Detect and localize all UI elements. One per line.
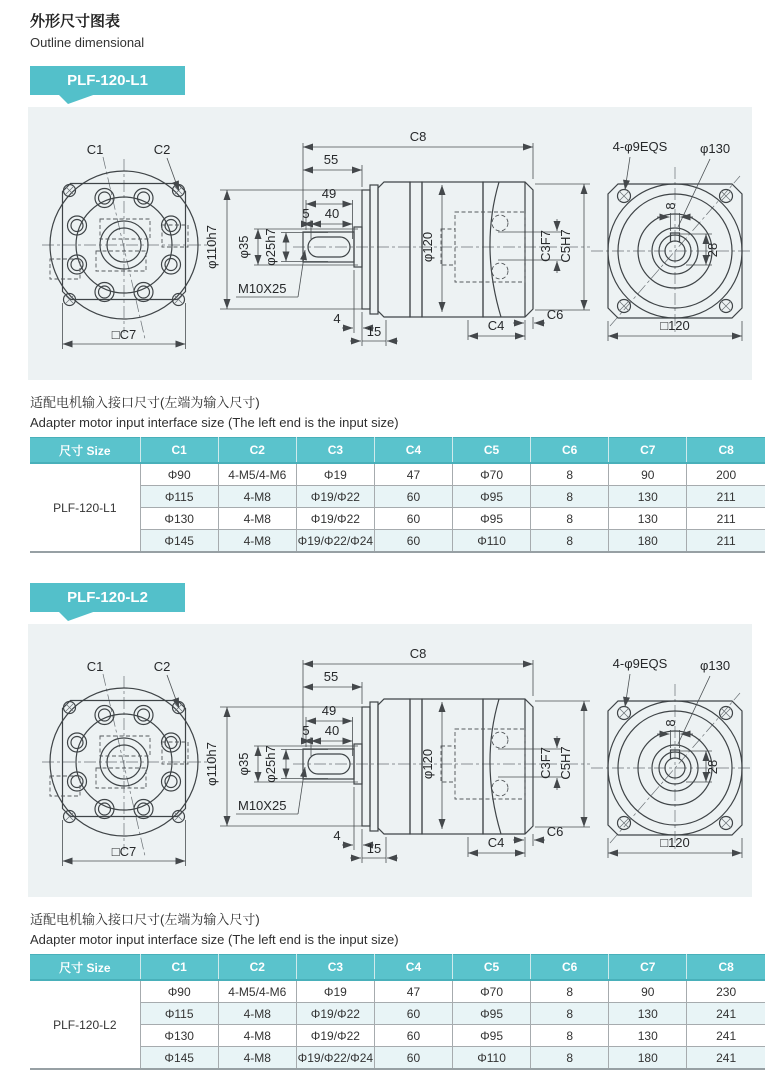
label-c6: C6 — [546, 307, 564, 322]
cell: 4-M8 — [218, 1025, 296, 1047]
label-phi35: φ35 — [236, 752, 251, 776]
cell: Φ19/Φ22 — [296, 486, 374, 508]
cell: Φ95 — [453, 1025, 531, 1047]
label-4-phi9eqs: 4-φ9EQS — [612, 656, 668, 671]
col-header-c4: C4 — [374, 955, 452, 981]
cell: 60 — [374, 486, 452, 508]
label-28: 28 — [705, 759, 720, 775]
cell: 241 — [687, 1025, 765, 1047]
table-row — [30, 463, 765, 486]
model-badge-l2: PLF-120-L2 — [30, 583, 185, 612]
label-4: 4 — [333, 828, 341, 843]
page-title: 外形尺寸图表 — [30, 13, 121, 30]
label-phi25h7: φ25h7 — [263, 228, 278, 266]
cell: Φ70 — [453, 980, 531, 1003]
col-header-c3: C3 — [296, 955, 374, 981]
front-view — [42, 142, 364, 349]
label-4-phi9eqs: 4-φ9EQS — [612, 139, 668, 154]
label-phi120: φ120 — [420, 748, 435, 780]
label-phi130: φ130 — [699, 658, 731, 673]
label-c5h7: C5H7 — [558, 746, 573, 780]
rear-view — [591, 656, 752, 858]
cell: 90 — [609, 980, 687, 1003]
col-header-c2: C2 — [218, 438, 296, 464]
cell: 211 — [687, 508, 765, 530]
label-c6: C6 — [546, 824, 564, 839]
cell: Φ19/Φ22 — [296, 508, 374, 530]
cell: 90 — [609, 463, 687, 486]
cell: 4-M5/4-M6 — [218, 463, 296, 486]
table-row — [30, 508, 765, 530]
col-header-c2: C2 — [218, 955, 296, 981]
label-4: 4 — [333, 311, 341, 326]
label-c3f7: C3F7 — [538, 230, 553, 262]
label-c8: C8 — [409, 646, 427, 661]
label-c7: □C7 — [111, 844, 137, 859]
label-28: 28 — [705, 242, 720, 258]
col-header-c4: C4 — [374, 438, 452, 464]
cell: Φ90 — [140, 980, 218, 1003]
outline-drawing — [28, 624, 752, 897]
table-row — [30, 980, 765, 1003]
label-55: 55 — [323, 152, 339, 167]
cell: 241 — [687, 1003, 765, 1025]
label-8: 8 — [663, 202, 678, 210]
cell: 130 — [609, 486, 687, 508]
cell: 8 — [531, 980, 609, 1003]
label-49: 49 — [321, 186, 337, 201]
cell: 200 — [687, 463, 765, 486]
col-header-c1: C1 — [140, 438, 218, 464]
label-c2: C2 — [153, 142, 171, 157]
col-header-c6: C6 — [531, 955, 609, 981]
cell: 8 — [531, 530, 609, 553]
model-badge-l1: PLF-120-L1 — [30, 66, 185, 95]
cell: Φ19 — [296, 980, 374, 1003]
caption-zh: 适配电机输入接口尺寸(左端为输入尺寸) — [30, 912, 260, 927]
model-name-cell: PLF-120-L2 — [30, 980, 140, 1069]
label-55: 55 — [323, 669, 339, 684]
col-header-size: 尺寸 Size — [30, 955, 140, 981]
label-c8: C8 — [409, 129, 427, 144]
label-15: 15 — [366, 324, 382, 339]
label-5: 5 — [302, 723, 310, 738]
drawing-panel-l2 — [28, 624, 752, 897]
label-m10x25: M10X25 — [238, 798, 287, 813]
label-c4: C4 — [487, 318, 505, 333]
col-header-size: 尺寸 Size — [30, 438, 140, 464]
col-header-c8: C8 — [687, 438, 765, 464]
cell: 4-M8 — [218, 486, 296, 508]
outline-drawing — [28, 107, 752, 380]
side-view — [236, 129, 590, 346]
label-c1: C1 — [86, 659, 104, 674]
col-header-c7: C7 — [609, 955, 687, 981]
page-subtitle: Outline dimensional — [30, 35, 145, 50]
cell: 241 — [687, 1047, 765, 1070]
table-row — [30, 486, 765, 508]
label-49: 49 — [321, 703, 337, 718]
label-40: 40 — [324, 206, 340, 221]
cell: Φ95 — [453, 486, 531, 508]
table-row — [30, 1003, 765, 1025]
cell: Φ145 — [140, 1047, 218, 1070]
cell: 130 — [609, 1025, 687, 1047]
table-row — [30, 530, 765, 553]
label-5: 5 — [302, 206, 310, 221]
cell: Φ90 — [140, 463, 218, 486]
cell: Φ95 — [453, 508, 531, 530]
cell: Φ19/Φ22 — [296, 1025, 374, 1047]
label-c5h7: C5H7 — [558, 229, 573, 263]
cell: Φ110 — [453, 530, 531, 553]
drawing-panel-l1 — [28, 107, 752, 380]
cell: Φ130 — [140, 1025, 218, 1047]
label-phi110h7: φ110h7 — [204, 742, 219, 786]
label-40: 40 — [324, 723, 340, 738]
label-phi110h7: φ110h7 — [204, 225, 219, 269]
cell: 4-M8 — [218, 530, 296, 553]
cell: 60 — [374, 530, 452, 553]
col-header-c5: C5 — [453, 438, 531, 464]
label-phi130: φ130 — [699, 141, 731, 156]
cell: 8 — [531, 1047, 609, 1070]
table-row — [30, 1025, 765, 1047]
cell: Φ95 — [453, 1003, 531, 1025]
cell: Φ115 — [140, 1003, 218, 1025]
label-c2: C2 — [153, 659, 171, 674]
size-table-l1 — [30, 437, 765, 553]
cell: 211 — [687, 486, 765, 508]
cell: 47 — [374, 980, 452, 1003]
cell: 8 — [531, 1025, 609, 1047]
cell: Φ19/Φ22/Φ24 — [296, 530, 374, 553]
cell: 8 — [531, 508, 609, 530]
cell: 60 — [374, 1047, 452, 1070]
label-c3f7: C3F7 — [538, 747, 553, 779]
caption-zh: 适配电机输入接口尺寸(左端为输入尺寸) — [30, 395, 260, 410]
section-plf-120-l2 — [30, 583, 765, 1070]
section-plf-120-l1 — [30, 66, 765, 553]
cell: 4-M8 — [218, 1047, 296, 1070]
cell: Φ130 — [140, 508, 218, 530]
label-15: 15 — [366, 841, 382, 856]
label-phi120: φ120 — [420, 231, 435, 263]
table-header-row — [30, 955, 765, 981]
front-view — [42, 659, 364, 866]
col-header-c1: C1 — [140, 955, 218, 981]
col-header-c8: C8 — [687, 955, 765, 981]
cell: 60 — [374, 508, 452, 530]
table-row — [30, 1047, 765, 1070]
col-header-c3: C3 — [296, 438, 374, 464]
label-m10x25: M10X25 — [238, 281, 287, 296]
label-c7: □C7 — [111, 327, 137, 342]
label-c4: C4 — [487, 835, 505, 850]
cell: Φ115 — [140, 486, 218, 508]
col-header-c7: C7 — [609, 438, 687, 464]
model-name-cell: PLF-120-L1 — [30, 463, 140, 552]
label-sq120: □120 — [660, 318, 690, 333]
caption-en: Adapter motor input interface size (The left end is the input size) — [30, 932, 399, 947]
cell: 130 — [609, 508, 687, 530]
size-table-l2 — [30, 954, 765, 1070]
cell: 47 — [374, 463, 452, 486]
label-phi35: φ35 — [236, 235, 251, 259]
cell: Φ110 — [453, 1047, 531, 1070]
cell: 8 — [531, 486, 609, 508]
cell: 60 — [374, 1025, 452, 1047]
cell: 211 — [687, 530, 765, 553]
col-header-c5: C5 — [453, 955, 531, 981]
col-header-c6: C6 — [531, 438, 609, 464]
cell: Φ19/Φ22 — [296, 1003, 374, 1025]
cell: 130 — [609, 1003, 687, 1025]
cell: 4-M5/4-M6 — [218, 980, 296, 1003]
table-header-row — [30, 438, 765, 464]
cell: 4-M8 — [218, 1003, 296, 1025]
cell: Φ19/Φ22/Φ24 — [296, 1047, 374, 1070]
cell: 4-M8 — [218, 508, 296, 530]
cell: Φ19 — [296, 463, 374, 486]
cell: 180 — [609, 1047, 687, 1070]
rear-view — [591, 139, 752, 341]
label-8: 8 — [663, 719, 678, 727]
label-phi25h7: φ25h7 — [263, 745, 278, 783]
label-c1: C1 — [86, 142, 104, 157]
cell: 8 — [531, 1003, 609, 1025]
label-sq120: □120 — [660, 835, 690, 850]
cell: 60 — [374, 1003, 452, 1025]
side-view — [236, 646, 590, 863]
cell: Φ145 — [140, 530, 218, 553]
cell: 8 — [531, 463, 609, 486]
cell: 230 — [687, 980, 765, 1003]
caption-en: Adapter motor input interface size (The left end is the input size) — [30, 415, 399, 430]
cell: 180 — [609, 530, 687, 553]
cell: Φ70 — [453, 463, 531, 486]
